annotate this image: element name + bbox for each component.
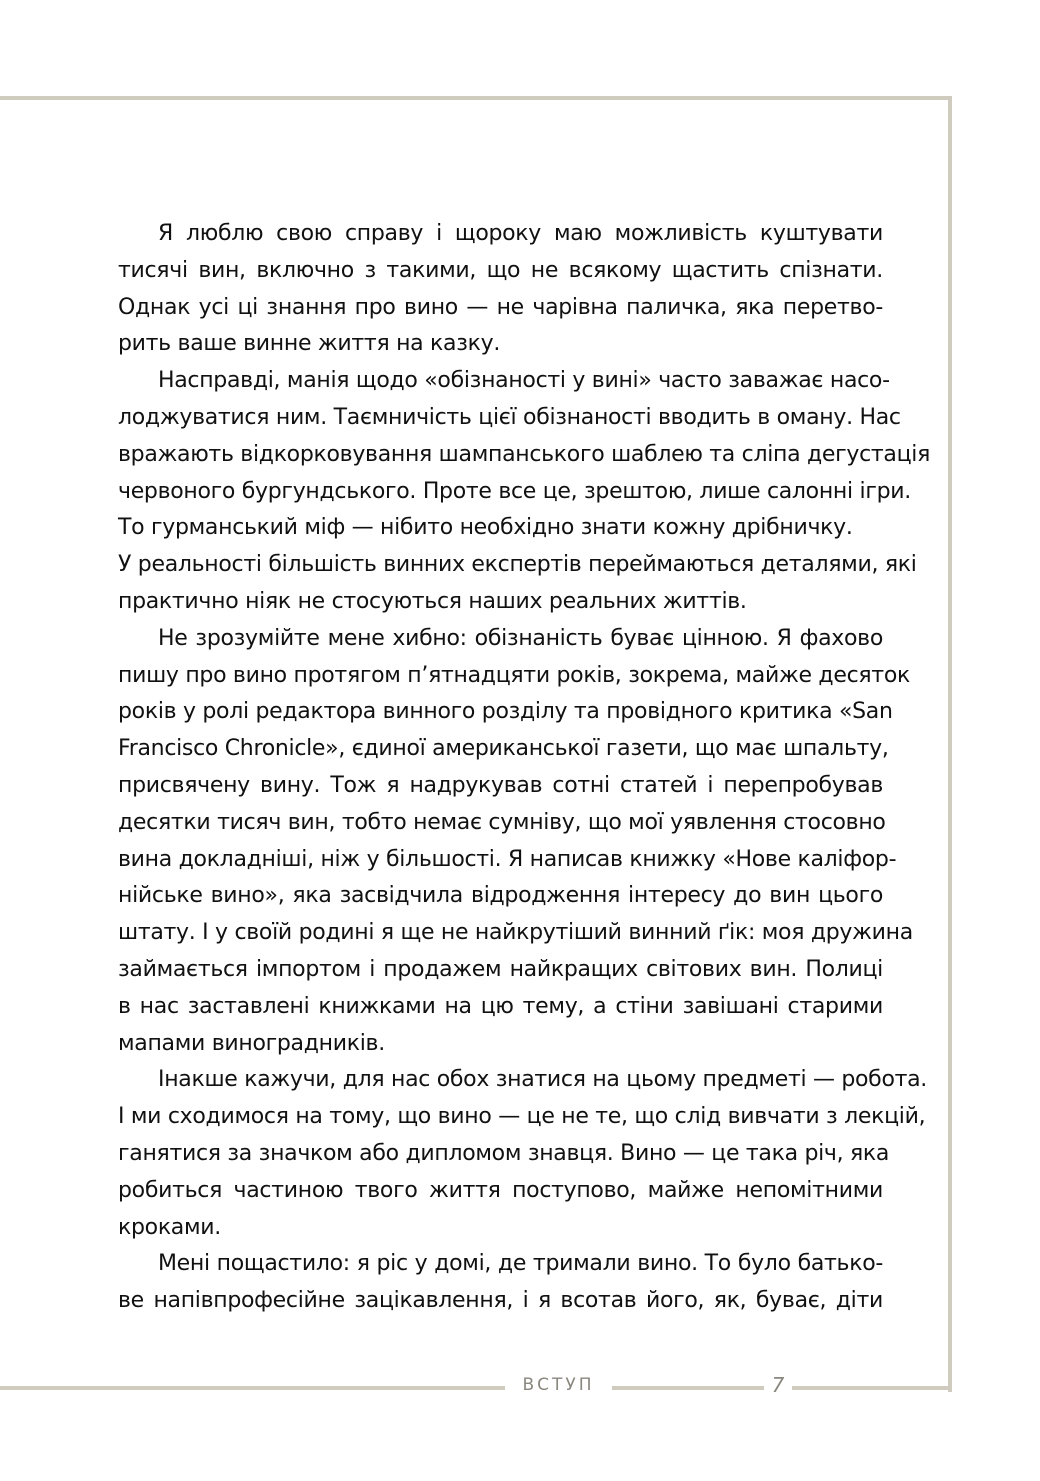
text-line: присвячену вину. Тож я надрукував сотні статей і перепробував — [118, 772, 883, 798]
text-line: вина докладніші, ніж у більшості. Я написав книжку «Нове каліфор- — [118, 846, 897, 872]
body-text — [118, 216, 931, 1320]
text-line: займається імпортом і продажем найкращих світових вин. Полиці — [118, 956, 883, 982]
text-line: Francisco Chronicle», єдиної американської газети, що має шпальту, — [118, 736, 889, 762]
text-line: ве напівпрофесійне зацікавлення, і я всотав його, як, буває, діти — [118, 1288, 883, 1314]
text-line: червоного бургундського. Проте все це, зрештою, лише салонні ігри. — [118, 478, 911, 504]
text-line: в нас заставлені книжками на цю тему, а стіни завішані старими — [118, 993, 883, 1019]
text-line: практично ніяк не стосуються наших реальних життів. — [118, 588, 747, 614]
text-line: Насправді, манія щодо «обізнаності у вині» часто заважає насо- — [158, 368, 890, 394]
text-line: Мені пощастило: я ріс у домі, де тримали вино. То було батько- — [158, 1251, 883, 1277]
text-line: штату. І у своїй родині я ще не найкрутіший винний ґік: моя дружина — [118, 920, 913, 946]
text-line: Не зрозумійте мене хибно: обізнаність буває цінною. Я фахово — [158, 625, 883, 651]
page-frame-bottom-left — [0, 1386, 505, 1390]
page-frame-top — [0, 96, 952, 100]
text-line: То гурманський міф — нібито необхідно знати кожну дрібничку. — [118, 515, 853, 541]
text-line: У реальності більшість винних експертів переймаються деталями, які — [118, 552, 917, 578]
text-line: тисячі вин, включно з такими, що не всякому щастить спізнати. — [118, 257, 883, 283]
text-line: вражають відкорковування шампанського шаблею та сліпа дегустація — [118, 441, 931, 467]
text-line: ганятися за значком або дипломом знавця. Вино — це така річ, яка — [118, 1140, 890, 1166]
text-line: років у ролі редактора винного розділу та провідного критика «San — [118, 699, 893, 725]
text-line: мапами виноградників. — [118, 1030, 385, 1056]
text-line: пишу про вино протягом п’ятнадцяти років, зокрема, майже десяток — [118, 662, 910, 688]
page-frame-right — [948, 96, 952, 1392]
text-line: рить ваше винне життя на казку. — [118, 331, 501, 357]
text-line: робиться частиною твого життя поступово, майже непомітними — [118, 1177, 883, 1203]
text-line: І ми сходимося на тому, що вино — це не те, що слід вивчати з лекцій, — [118, 1104, 926, 1130]
text-line: Інакше кажучи, для нас обох знатися на цьому предметі — робота. — [158, 1067, 927, 1093]
text-line: Однак усі ці знання про вино — не чарівна паличка, яка перетво- — [118, 294, 883, 320]
text-line: десятки тисяч вин, тобто немає сумніву, що мої уявлення стосовно — [118, 809, 886, 835]
text-line: Я люблю свою справу і щороку маю можливість куштувати — [158, 221, 883, 246]
text-line: лоджуватися ним. Таємничість цієї обізнаності вводить в оману. Нас — [118, 404, 901, 430]
page-number: 7 — [771, 1373, 785, 1397]
page-frame-bottom-right — [792, 1386, 952, 1390]
page-frame-bottom-mid — [612, 1386, 764, 1390]
text-line: нійське вино», яка засвідчила відродження інтересу до вин цього — [118, 883, 883, 909]
running-footer-section: ВСТУП — [522, 1375, 595, 1395]
text-line: кроками. — [118, 1214, 221, 1240]
